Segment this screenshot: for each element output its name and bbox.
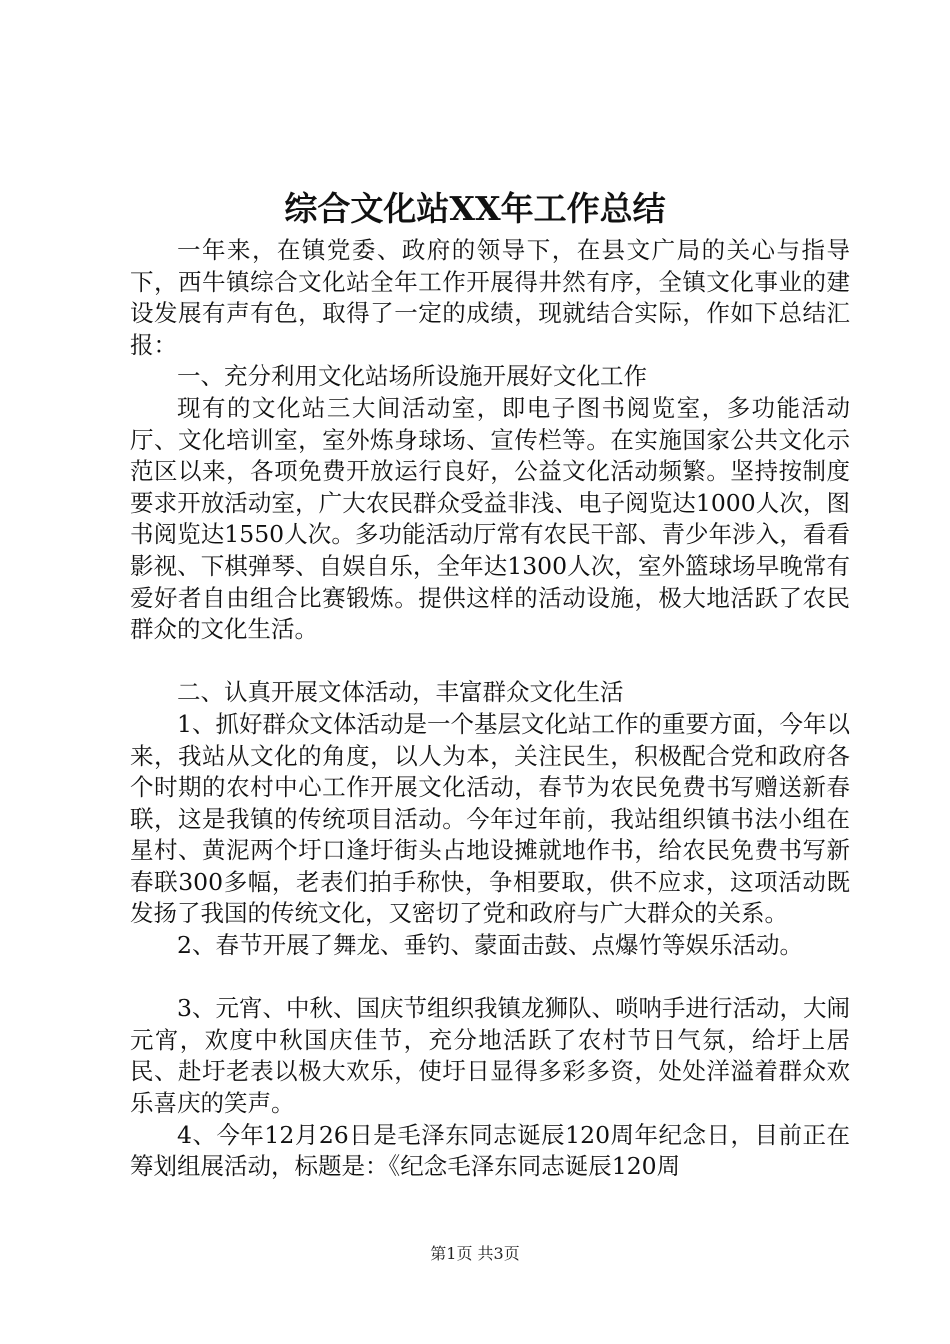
- activities-paragraph-1: 1、抓好群众文体活动是一个基层文化站工作的重要方面，今年以来，我站从文化的角度，以人为本，关注民生，积极配合党和政府各个时期的农村中心工作开展文化活动，春节为农民免费书写赠送新春联，这是我镇的传统项目活动。今年过年前，我站组织镇书法小组在星村、黄泥两个圩口逢圩街头占地设摊就地作书，给农民免费书写新春联300多幅，老表们拍手称快，争相要取，供不应求，这项活动既发扬了我国的传统文化，又密切了党和政府与广大群众的关系。: [130, 709, 850, 928]
- document-body: [130, 235, 850, 1183]
- document-title: 综合文化站XX年工作总结: [284, 189, 666, 228]
- section-heading-2: 二、认真开展文体活动，丰富群众文化生活: [177, 678, 624, 707]
- page-footer: 第1页 共3页: [430, 1244, 520, 1263]
- activities-paragraph-3: 3、元宵、中秋、国庆节组织我镇龙狮队、唢呐手进行活动，大闹元宵，欢度中秋国庆佳节，充分地活跃了农村节日气氛，给圩上居民、赴圩老表以极大欢乐，使圩日显得多彩多资，处处洋溢着群众欢乐喜庆的笑声。: [130, 994, 850, 1118]
- activities-paragraph-2: 2、春节开展了舞龙、垂钓、蒙面击鼓、点爆竹等娱乐活动。: [177, 931, 803, 960]
- paragraph-spacer: [130, 646, 850, 678]
- paragraph-spacer: [130, 962, 850, 994]
- activities-paragraph-4: 4、今年12月26日是毛泽东同志诞辰120周年纪念日，目前正在筹划组展活动，标题是：《纪念毛泽东同志诞辰120周: [130, 1120, 850, 1181]
- intro-paragraph: 一年来，在镇党委、政府的领导下，在县文广局的关心与指导下，西牛镇综合文化站全年工作开展得井然有序，全镇文化事业的建设发展有声有色，取得了一定的成绩，现就结合实际，作如下总结汇报：: [130, 236, 850, 359]
- section-heading-1: 一、充分利用文化站场所设施开展好文化工作: [177, 362, 647, 391]
- facilities-paragraph: 现有的文化站三大间活动室，即电子图书阅览室，多功能活动厅、文化培训室，室外炼身球场、宣传栏等。在实施国家公共文化示范区以来，各项免费开放运行良好，公益文化活动频繁。坚持按制度要求开放活动室，广大农民群众受益非浅、电子阅览达1000人次，图书阅览达1550人次。多功能活动厅常有农民干部、青少年涉入，看看影视、下棋弹琴、自娱自乐，全年达1300人次，室外篮球场早晚常有爱好者自由组合比赛锻炼。提供这样的活动设施，极大地活跃了农民群众的文化生活。: [130, 393, 850, 644]
